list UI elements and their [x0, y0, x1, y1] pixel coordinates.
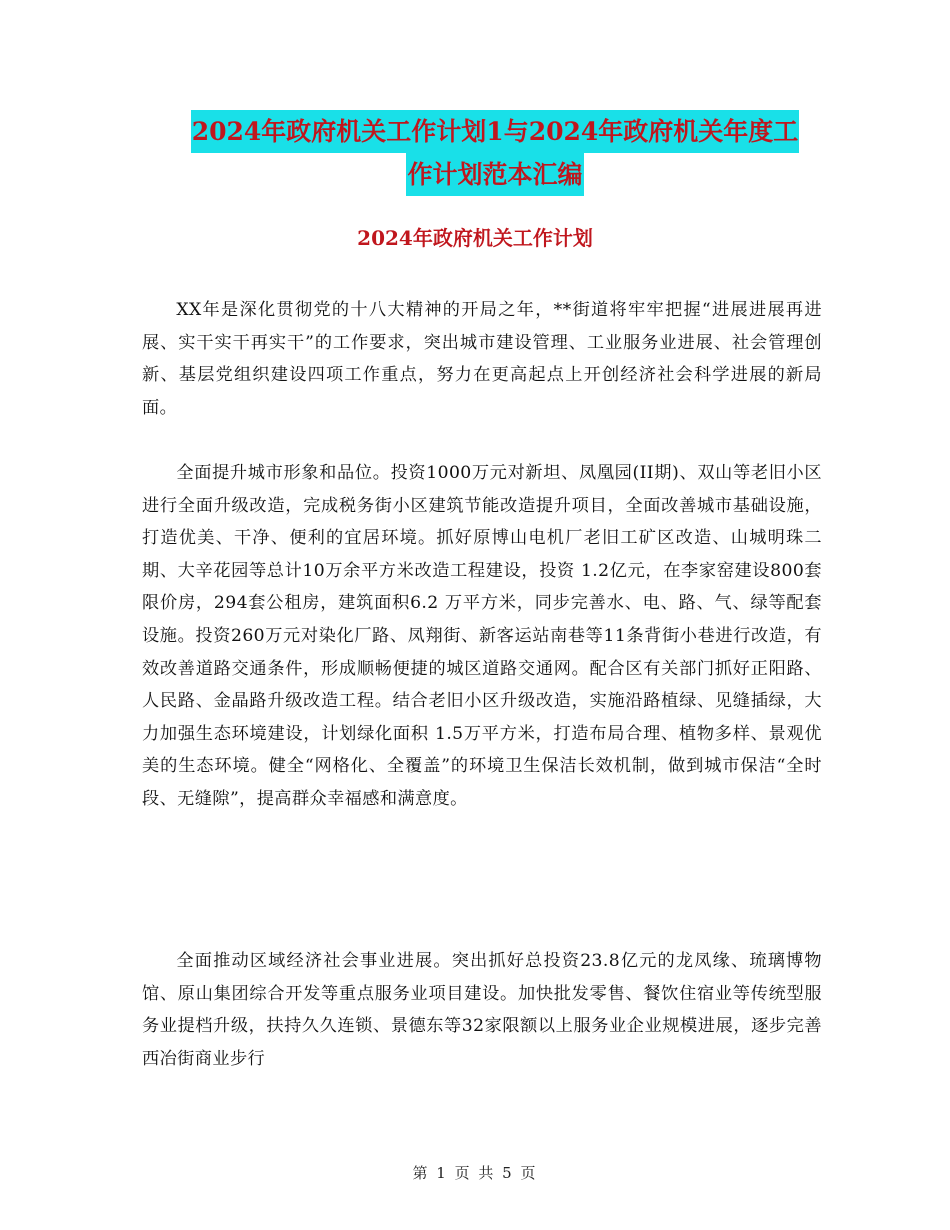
section-title: 2024年政府机关工作计划: [357, 226, 593, 250]
document-title-line-1: [140, 110, 850, 153]
paragraph-3: 全面推动区域经济社会事业进展。突出抓好总投资23.8亿元的龙凤缘、琉璃博物馆、原山集团综合开发等重点服务业项目建设。加快批发零售、餐饮住宿业等传统型服务业提档升级，扶持久久连锁、景德东等32家限额以上服务业企业规模进展，逐步完善西冶街商业步行: [142, 951, 822, 1069]
title-highlight-2: 作计划范本汇编: [406, 153, 583, 196]
paragraph-1: XX年是深化贯彻党的十八大精神的开局之年，**街道将牢牢把握“进展进展再进展、实干实干再实干”的工作要求，突出城市建设管理、工业服务业进展、社会管理创新、基层党组织建设四项工作重点，努力在更高起点上开创经济社会科学进展的新局面。: [142, 300, 822, 418]
title-highlight-1: 2024年政府机关工作计划1与2024年政府机关年度工: [191, 110, 800, 153]
document-title-line-2: [140, 153, 850, 196]
page-footer: 第 1 页 共 5 页: [412, 1164, 538, 1182]
paragraph-2: 全面提升城市形象和品位。投资1000万元对新坦、凤凰园(II期)、双山等老旧小区进行全面升级改造，完成税务街小区建筑节能改造提升项目，全面改善城市基础设施，打造优美、干净、便利的宜居环境。抓好原博山电机厂老旧工矿区改造、山城明珠二期、大辛花园等总计10万余平方米改造工程建设，投资 1.2亿元，在李家窑建设800套限价房，294套公租房，建筑面积6.2 万平方米，同步完善水、电、路、气、绿等配套设施。投资260万元对染化厂路、凤翔街、新客运站南巷等11条背街小巷进行改造，有效改善道路交通条件，形成顺畅便捷的城区道路交通网。配合区有关部门抓好正阳路、人民路、金晶路升级改造工程。结合老旧小区升级改造，实施沿路植绿、见缝插绿，大力加强生态环境建设，计划绿化面积 1.5万平方米，打造布局合理、植物多样、景观优美的生态环境。健全“网格化、全覆盖”的环境卫生保洁长效机制，做到城市保洁“全时段、无缝隙”，提高群众幸福感和满意度。: [142, 463, 822, 809]
